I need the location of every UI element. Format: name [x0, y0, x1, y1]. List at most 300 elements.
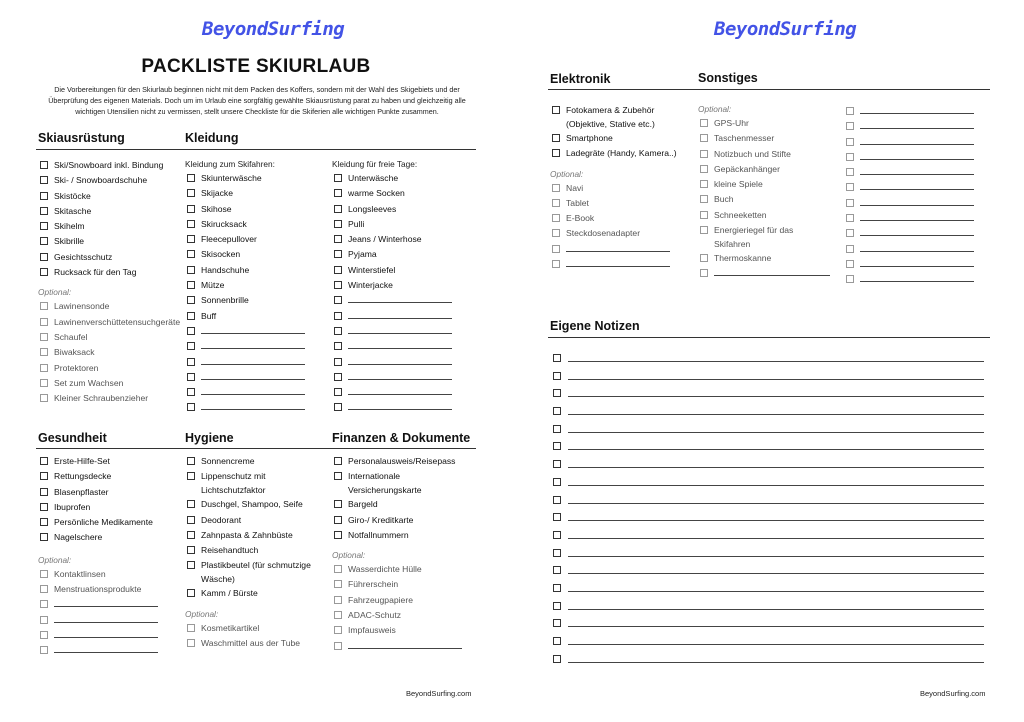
write-line[interactable]: [568, 485, 984, 486]
checkbox[interactable]: [846, 168, 854, 176]
checkbox[interactable]: [187, 235, 195, 243]
note-row[interactable]: [553, 651, 993, 669]
blank-item[interactable]: [38, 628, 178, 643]
checkbox[interactable]: [187, 457, 195, 465]
write-line[interactable]: [714, 267, 830, 276]
checkbox[interactable]: [187, 472, 195, 480]
checkbox[interactable]: [334, 500, 342, 508]
checkbox[interactable]: [40, 585, 48, 593]
checkbox[interactable]: [553, 354, 561, 362]
checkbox-item[interactable]: Lawinensonde: [38, 299, 184, 314]
checkbox[interactable]: [334, 565, 342, 573]
checkbox[interactable]: [40, 518, 48, 526]
checkbox[interactable]: [700, 134, 708, 142]
note-row[interactable]: [553, 580, 993, 598]
checkbox[interactable]: [40, 646, 48, 654]
checkbox[interactable]: [187, 220, 195, 228]
checkbox[interactable]: [40, 503, 48, 511]
checkbox-item[interactable]: kleine Spiele: [698, 177, 832, 192]
checkbox-item[interactable]: Buff: [185, 309, 327, 324]
checkbox[interactable]: [40, 394, 48, 402]
write-line[interactable]: [568, 467, 984, 468]
write-line[interactable]: [568, 538, 984, 539]
checkbox[interactable]: [40, 488, 48, 496]
write-line[interactable]: [860, 181, 974, 190]
blank-item[interactable]: [332, 370, 478, 385]
blank-item[interactable]: [844, 211, 990, 226]
checkbox[interactable]: [553, 637, 561, 645]
checkbox-item[interactable]: Kamm / Bürste: [185, 586, 327, 601]
checkbox[interactable]: [40, 570, 48, 578]
checkbox-item[interactable]: Plastikbeutel (für schmutzige Wäsche): [185, 558, 327, 586]
write-line[interactable]: [348, 401, 452, 410]
checkbox[interactable]: [334, 296, 342, 304]
checkbox-item[interactable]: Führerschein: [332, 577, 478, 592]
checkbox[interactable]: [334, 373, 342, 381]
checkbox[interactable]: [553, 478, 561, 486]
checkbox-item[interactable]: Gepäckanhänger: [698, 162, 832, 177]
footer-link[interactable]: BeyondSurfing.com: [920, 689, 986, 698]
checkbox[interactable]: [334, 596, 342, 604]
blank-item[interactable]: [38, 597, 178, 612]
write-line[interactable]: [568, 414, 984, 415]
checkbox-item[interactable]: Blasenpflaster: [38, 485, 178, 500]
write-line[interactable]: [568, 591, 984, 592]
checkbox[interactable]: [334, 472, 342, 480]
write-line[interactable]: [860, 258, 974, 267]
checkbox-item[interactable]: Rettungsdecke: [38, 469, 178, 484]
blank-item[interactable]: [332, 639, 478, 654]
checkbox-item[interactable]: Handschuhe: [185, 263, 327, 278]
checkbox[interactable]: [40, 176, 48, 184]
blank-item[interactable]: [185, 385, 327, 400]
checkbox-item[interactable]: Duschgel, Shampoo, Seife: [185, 497, 327, 512]
note-row[interactable]: [553, 598, 993, 616]
checkbox[interactable]: [846, 107, 854, 115]
checkbox[interactable]: [40, 364, 48, 372]
checkbox[interactable]: [187, 205, 195, 213]
blank-item[interactable]: [332, 324, 478, 339]
blank-item[interactable]: [332, 385, 478, 400]
checkbox-item[interactable]: Skihose: [185, 202, 327, 217]
checkbox-item[interactable]: Erste-Hilfe-Set: [38, 454, 178, 469]
checkbox[interactable]: [334, 250, 342, 258]
checkbox-item[interactable]: Winterjacke: [332, 278, 478, 293]
checkbox-item[interactable]: Energieriegel für das Skifahren: [698, 223, 808, 251]
checkbox[interactable]: [553, 372, 561, 380]
note-row[interactable]: [553, 633, 993, 651]
blank-item[interactable]: [332, 309, 478, 324]
write-line[interactable]: [566, 258, 670, 267]
blank-item[interactable]: [844, 196, 990, 211]
checkbox[interactable]: [552, 106, 560, 114]
write-line[interactable]: [568, 556, 984, 557]
checkbox[interactable]: [187, 639, 195, 647]
blank-item[interactable]: [185, 339, 327, 354]
checkbox[interactable]: [700, 180, 708, 188]
checkbox[interactable]: [334, 189, 342, 197]
checkbox[interactable]: [187, 388, 195, 396]
checkbox[interactable]: [553, 619, 561, 627]
checkbox[interactable]: [40, 207, 48, 215]
write-line[interactable]: [348, 640, 462, 649]
blank-item[interactable]: [332, 293, 478, 308]
checkbox[interactable]: [553, 566, 561, 574]
checkbox[interactable]: [552, 134, 560, 142]
blank-item[interactable]: [550, 242, 690, 257]
checkbox[interactable]: [187, 342, 195, 350]
checkbox[interactable]: [552, 199, 560, 207]
checkbox-item[interactable]: Pyjama: [332, 247, 478, 262]
checkbox-item[interactable]: Biwaksack: [38, 345, 184, 360]
checkbox[interactable]: [552, 245, 560, 253]
checkbox-item[interactable]: Ibuprofen: [38, 500, 178, 515]
checkbox[interactable]: [187, 174, 195, 182]
checkbox-item[interactable]: Pulli: [332, 217, 478, 232]
write-line[interactable]: [201, 325, 305, 334]
checkbox-item[interactable]: Tablet: [550, 196, 690, 211]
blank-item[interactable]: [844, 104, 990, 119]
checkbox-item[interactable]: Impfausweis: [332, 623, 478, 638]
blank-item[interactable]: [38, 643, 178, 658]
checkbox-item[interactable]: Unterwäsche: [332, 171, 478, 186]
checkbox-item[interactable]: Skitasche: [38, 204, 184, 219]
checkbox[interactable]: [553, 460, 561, 468]
checkbox-item[interactable]: Steckdosenadapter: [550, 226, 690, 241]
checkbox-item[interactable]: Kontaktlinsen: [38, 567, 178, 582]
note-row[interactable]: [553, 615, 993, 633]
checkbox[interactable]: [552, 229, 560, 237]
checkbox[interactable]: [700, 119, 708, 127]
checkbox[interactable]: [334, 312, 342, 320]
note-row[interactable]: [553, 527, 993, 545]
checkbox-item[interactable]: Schneeketten: [698, 208, 832, 223]
checkbox[interactable]: [846, 214, 854, 222]
checkbox[interactable]: [334, 327, 342, 335]
checkbox-item[interactable]: Skisocken: [185, 247, 327, 262]
blank-item[interactable]: [844, 165, 990, 180]
write-line[interactable]: [860, 105, 974, 114]
checkbox[interactable]: [700, 150, 708, 158]
checkbox-item[interactable]: Ski/Snowboard inkl. Bindung: [38, 158, 184, 173]
checkbox-item[interactable]: Lawinenverschüttetensuchgeräte: [38, 315, 184, 330]
checkbox-item[interactable]: Fotokamera & Zubehör (Objektive, Stative etc.): [550, 103, 690, 131]
checkbox[interactable]: [187, 624, 195, 632]
blank-item[interactable]: [698, 266, 832, 281]
blank-item[interactable]: [38, 613, 178, 628]
checkbox[interactable]: [334, 235, 342, 243]
checkbox-item[interactable]: Taschenmesser: [698, 131, 832, 146]
checkbox[interactable]: [700, 195, 708, 203]
checkbox-item[interactable]: Notizbuch und Stifte: [698, 147, 832, 162]
checkbox[interactable]: [846, 245, 854, 253]
write-line[interactable]: [568, 449, 984, 450]
checkbox-item[interactable]: Skiunterwäsche: [185, 171, 327, 186]
checkbox[interactable]: [700, 226, 708, 234]
blank-item[interactable]: [185, 400, 327, 415]
checkbox[interactable]: [846, 153, 854, 161]
blank-item[interactable]: [332, 400, 478, 415]
checkbox-item[interactable]: Personalausweis/Reisepass: [332, 454, 478, 469]
write-line[interactable]: [860, 197, 974, 206]
checkbox[interactable]: [187, 373, 195, 381]
write-line[interactable]: [348, 356, 452, 365]
checkbox-item[interactable]: Waschmittel aus der Tube: [185, 636, 327, 651]
write-line[interactable]: [568, 379, 984, 380]
blank-item[interactable]: [844, 257, 990, 272]
checkbox[interactable]: [552, 214, 560, 222]
note-row[interactable]: [553, 403, 993, 421]
checkbox[interactable]: [846, 199, 854, 207]
checkbox-item[interactable]: Wasserdichte Hülle: [332, 562, 478, 577]
checkbox-item[interactable]: Thermoskanne: [698, 251, 832, 266]
write-line[interactable]: [860, 120, 974, 129]
checkbox-item[interactable]: Persönliche Medikamente: [38, 515, 178, 530]
checkbox-item[interactable]: Skirucksack: [185, 217, 327, 232]
checkbox-item[interactable]: Buch: [698, 192, 832, 207]
checkbox[interactable]: [846, 229, 854, 237]
checkbox-item[interactable]: Set zum Wachsen: [38, 376, 184, 391]
checkbox-item[interactable]: Bargeld: [332, 497, 478, 512]
note-row[interactable]: [553, 562, 993, 580]
checkbox[interactable]: [40, 192, 48, 200]
blank-item[interactable]: [844, 119, 990, 134]
checkbox-item[interactable]: warme Socken: [332, 186, 478, 201]
checkbox[interactable]: [334, 642, 342, 650]
checkbox[interactable]: [700, 254, 708, 262]
checkbox[interactable]: [846, 260, 854, 268]
write-line[interactable]: [566, 243, 670, 252]
checkbox-item[interactable]: Rucksack für den Tag: [38, 265, 184, 280]
note-row[interactable]: [553, 492, 993, 510]
write-line[interactable]: [568, 361, 984, 362]
checkbox-item[interactable]: Winterstiefel: [332, 263, 478, 278]
checkbox-item[interactable]: Lippenschutz mit Lichtschutzfaktor: [185, 469, 327, 497]
checkbox-item[interactable]: Mütze: [185, 278, 327, 293]
write-line[interactable]: [348, 325, 452, 334]
checkbox[interactable]: [187, 266, 195, 274]
checkbox[interactable]: [552, 184, 560, 192]
note-row[interactable]: [553, 421, 993, 439]
blank-item[interactable]: [844, 150, 990, 165]
checkbox-item[interactable]: Internationale Versicherungskarte: [332, 469, 452, 497]
checkbox[interactable]: [40, 348, 48, 356]
checkbox[interactable]: [553, 513, 561, 521]
checkbox-item[interactable]: Skibrille: [38, 234, 184, 249]
checkbox[interactable]: [334, 457, 342, 465]
checkbox[interactable]: [187, 312, 195, 320]
checkbox[interactable]: [334, 531, 342, 539]
checkbox[interactable]: [553, 549, 561, 557]
write-line[interactable]: [54, 644, 158, 653]
checkbox[interactable]: [40, 600, 48, 608]
write-line[interactable]: [568, 644, 984, 645]
checkbox[interactable]: [40, 253, 48, 261]
write-line[interactable]: [568, 520, 984, 521]
checkbox-item[interactable]: GPS-Uhr: [698, 116, 832, 131]
checkbox-item[interactable]: Ladegräte (Handy, Kamera..): [550, 146, 690, 161]
checkbox[interactable]: [187, 327, 195, 335]
write-line[interactable]: [860, 273, 974, 282]
checkbox[interactable]: [700, 211, 708, 219]
blank-item[interactable]: [844, 135, 990, 150]
checkbox-item[interactable]: Zahnpasta & Zahnbüste: [185, 528, 327, 543]
checkbox[interactable]: [700, 269, 708, 277]
checkbox[interactable]: [187, 589, 195, 597]
blank-item[interactable]: [844, 180, 990, 195]
checkbox-item[interactable]: Ski- / Snowboardschuhe: [38, 173, 184, 188]
checkbox[interactable]: [553, 531, 561, 539]
blank-item[interactable]: [332, 339, 478, 354]
write-line[interactable]: [860, 136, 974, 145]
write-line[interactable]: [860, 243, 974, 252]
checkbox-item[interactable]: Longsleeves: [332, 202, 478, 217]
write-line[interactable]: [860, 166, 974, 175]
note-row[interactable]: [553, 509, 993, 527]
write-line[interactable]: [201, 340, 305, 349]
checkbox[interactable]: [334, 388, 342, 396]
write-line[interactable]: [568, 503, 984, 504]
blank-item[interactable]: [844, 226, 990, 241]
checkbox[interactable]: [334, 516, 342, 524]
checkbox[interactable]: [40, 333, 48, 341]
checkbox[interactable]: [187, 500, 195, 508]
checkbox-item[interactable]: Skihelm: [38, 219, 184, 234]
checkbox[interactable]: [40, 379, 48, 387]
checkbox-item[interactable]: Kleiner Schraubenzieher: [38, 391, 184, 406]
checkbox-item[interactable]: Giro-/ Kreditkarte: [332, 513, 478, 528]
checkbox[interactable]: [553, 407, 561, 415]
checkbox[interactable]: [552, 260, 560, 268]
checkbox[interactable]: [334, 626, 342, 634]
write-line[interactable]: [348, 310, 452, 319]
checkbox-item[interactable]: Jeans / Winterhose: [332, 232, 478, 247]
checkbox[interactable]: [334, 580, 342, 588]
checkbox[interactable]: [552, 149, 560, 157]
note-row[interactable]: [553, 385, 993, 403]
note-row[interactable]: [553, 350, 993, 368]
checkbox-item[interactable]: Sonnencreme: [185, 454, 327, 469]
checkbox[interactable]: [334, 611, 342, 619]
checkbox[interactable]: [187, 250, 195, 258]
checkbox[interactable]: [334, 403, 342, 411]
checkbox[interactable]: [187, 561, 195, 569]
write-line[interactable]: [201, 371, 305, 380]
checkbox-item[interactable]: Sonnenbrille: [185, 293, 327, 308]
checkbox-item[interactable]: Skistöcke: [38, 189, 184, 204]
blank-item[interactable]: [185, 324, 327, 339]
write-line[interactable]: [201, 356, 305, 365]
blank-item[interactable]: [550, 257, 690, 272]
checkbox[interactable]: [40, 631, 48, 639]
checkbox[interactable]: [40, 457, 48, 465]
checkbox[interactable]: [334, 174, 342, 182]
write-line[interactable]: [54, 598, 158, 607]
checkbox[interactable]: [553, 496, 561, 504]
checkbox[interactable]: [846, 183, 854, 191]
checkbox[interactable]: [700, 165, 708, 173]
blank-item[interactable]: [844, 242, 990, 257]
checkbox[interactable]: [187, 516, 195, 524]
write-line[interactable]: [568, 626, 984, 627]
checkbox-item[interactable]: Fleecepullover: [185, 232, 327, 247]
checkbox[interactable]: [334, 342, 342, 350]
checkbox-item[interactable]: E-Book: [550, 211, 690, 226]
checkbox[interactable]: [40, 302, 48, 310]
write-line[interactable]: [860, 151, 974, 160]
write-line[interactable]: [568, 396, 984, 397]
write-line[interactable]: [568, 573, 984, 574]
checkbox[interactable]: [187, 296, 195, 304]
checkbox-item[interactable]: Gesichtsschutz: [38, 250, 184, 265]
checkbox[interactable]: [553, 442, 561, 450]
checkbox-item[interactable]: Nagelschere: [38, 530, 178, 545]
write-line[interactable]: [54, 614, 158, 623]
write-line[interactable]: [348, 386, 452, 395]
note-row[interactable]: [553, 368, 993, 386]
checkbox[interactable]: [846, 122, 854, 130]
checkbox[interactable]: [40, 472, 48, 480]
note-row[interactable]: [553, 438, 993, 456]
blank-item[interactable]: [185, 355, 327, 370]
checkbox-item[interactable]: Navi: [550, 181, 690, 196]
note-row[interactable]: [553, 545, 993, 563]
checkbox[interactable]: [187, 546, 195, 554]
write-line[interactable]: [568, 432, 984, 433]
write-line[interactable]: [860, 227, 974, 236]
checkbox-item[interactable]: Menstruationsprodukte: [38, 582, 178, 597]
checkbox[interactable]: [187, 281, 195, 289]
checkbox-item[interactable]: Protektoren: [38, 361, 184, 376]
write-line[interactable]: [348, 371, 452, 380]
checkbox[interactable]: [40, 161, 48, 169]
write-line[interactable]: [54, 629, 158, 638]
write-line[interactable]: [348, 340, 452, 349]
blank-item[interactable]: [844, 272, 990, 287]
checkbox[interactable]: [40, 318, 48, 326]
checkbox-item[interactable]: Fahrzeugpapiere: [332, 593, 478, 608]
checkbox[interactable]: [553, 655, 561, 663]
checkbox[interactable]: [553, 389, 561, 397]
footer-link[interactable]: BeyondSurfing.com: [406, 689, 472, 698]
note-row[interactable]: [553, 456, 993, 474]
write-line[interactable]: [568, 609, 984, 610]
write-line[interactable]: [348, 294, 452, 303]
checkbox[interactable]: [334, 266, 342, 274]
checkbox-item[interactable]: Schaufel: [38, 330, 184, 345]
checkbox[interactable]: [553, 584, 561, 592]
checkbox[interactable]: [334, 220, 342, 228]
checkbox-item[interactable]: Deodorant: [185, 513, 327, 528]
checkbox[interactable]: [40, 237, 48, 245]
checkbox-item[interactable]: Kosmetikartikel: [185, 621, 327, 636]
checkbox[interactable]: [334, 205, 342, 213]
checkbox[interactable]: [40, 533, 48, 541]
checkbox[interactable]: [334, 358, 342, 366]
checkbox[interactable]: [187, 189, 195, 197]
checkbox[interactable]: [40, 268, 48, 276]
checkbox[interactable]: [40, 222, 48, 230]
checkbox[interactable]: [187, 531, 195, 539]
checkbox[interactable]: [553, 425, 561, 433]
checkbox[interactable]: [846, 275, 854, 283]
checkbox-item[interactable]: Notfallnummern: [332, 528, 478, 543]
write-line[interactable]: [860, 212, 974, 221]
checkbox-item[interactable]: Skijacke: [185, 186, 327, 201]
note-row[interactable]: [553, 474, 993, 492]
write-line[interactable]: [568, 662, 984, 663]
checkbox[interactable]: [846, 138, 854, 146]
